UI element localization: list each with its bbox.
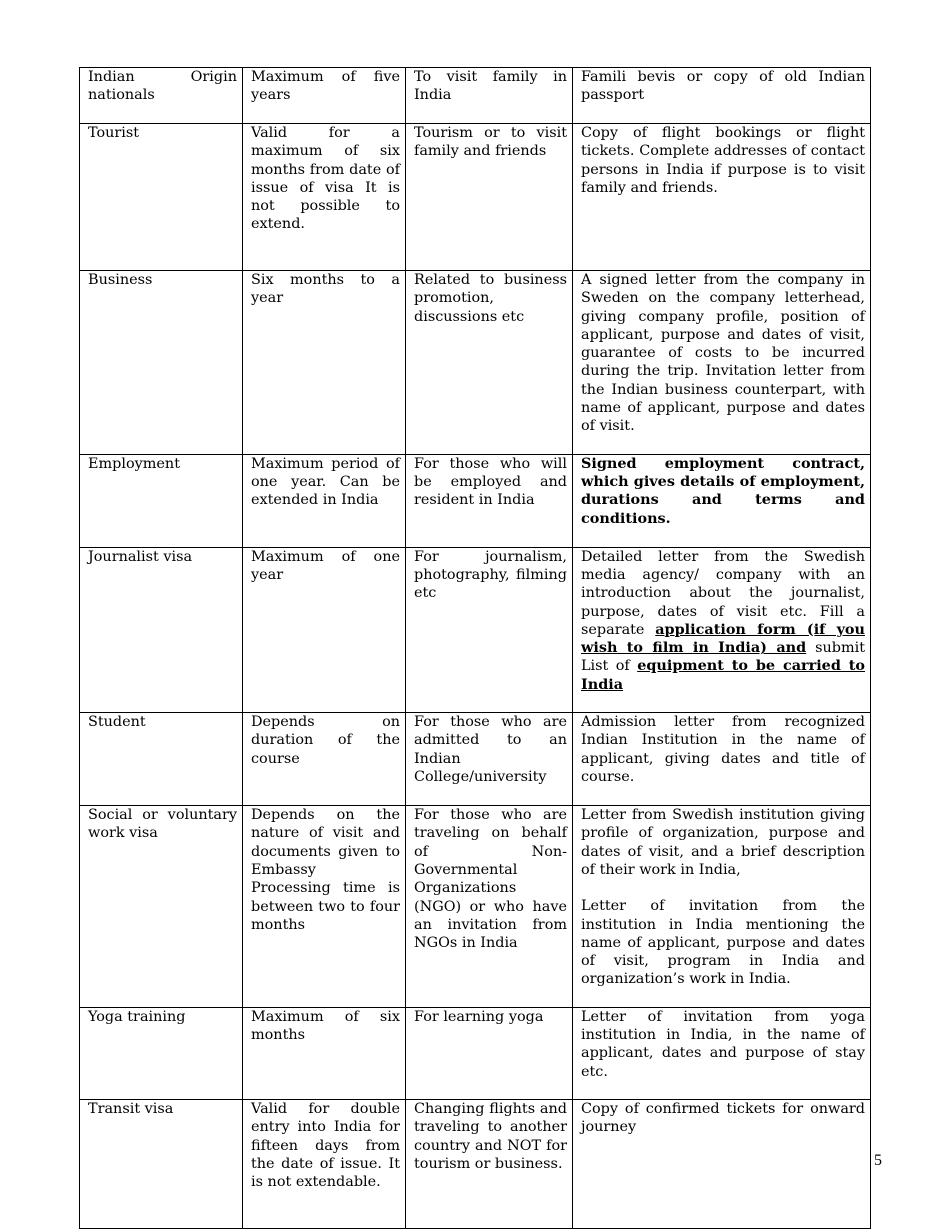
documents-text: Detailed letter from the Swedish media agency/ company with an introduction about the journalist, purpose, dates of visit etc. Fill a separate (581, 548, 865, 638)
visa-type-cell: Student (80, 713, 243, 806)
table-row (80, 454, 871, 547)
documents-cell: Letter of invitation from yoga institution in India, in the name of applicant, dates and purpose of stay etc. (573, 1007, 871, 1099)
visa-type-cell: Business (80, 271, 243, 455)
purpose-cell: For journalism, photography, filming etc (406, 547, 573, 712)
visa-type-cell: Employment (80, 454, 243, 547)
visa-type-cell: Yoga training (80, 1007, 243, 1099)
table-row (80, 124, 871, 271)
visa-type-cell: Tourist (80, 124, 243, 271)
validity-cell: Maximum period of one year. Can be extended in India (243, 454, 406, 547)
application-form-link[interactable]: application form (if you wish to film in India) and (581, 620, 865, 657)
validity-cell: Maximum of six months (243, 1007, 406, 1099)
documents-cell: Famili bevis or copy of old Indian passport (573, 68, 871, 124)
documents-cell: Copy of flight bookings or flight tickets. Complete addresses of contact persons in India if purpose is to visit family and friends. (573, 124, 871, 271)
visa-type-cell: Indian Origin nationals (80, 68, 243, 124)
validity-cell: Valid for double entry into India for fifteen days from the date of issue. It is not extendable. (243, 1099, 406, 1228)
documents-cell (573, 806, 871, 1008)
validity-cell: Six months to a year (243, 271, 406, 455)
table-row (80, 68, 871, 124)
validity-cell: Depends on the nature of visit and documents given to Embassy Processing time is between two to four months (243, 806, 406, 1008)
documents-cell: Signed employment contract, which gives details of employment, durations and terms and conditions. (573, 454, 871, 547)
purpose-cell: Changing flights and traveling to another country and NOT for tourism or business. (406, 1099, 573, 1228)
visa-type-cell: Social or voluntary work visa (80, 806, 243, 1008)
table-row (80, 547, 871, 712)
validity-cell: Maximum of one year (243, 547, 406, 712)
table-row (80, 713, 871, 806)
equipment-list-link[interactable]: equipment to be carried to India (581, 657, 865, 693)
documents-cell: Copy of confirmed tickets for onward journey (573, 1099, 871, 1228)
purpose-cell: For those who are traveling on behalf of Non-Governmental Organizations (NGO) or who have an invitation from NGOs in India (406, 806, 573, 1008)
purpose-cell: To visit family in India (406, 68, 573, 124)
documents-cell (573, 547, 871, 712)
validity-cell: Valid for a maximum of six months from date of issue of visa It is not possible to extend. (243, 124, 406, 271)
table-row (80, 806, 871, 1008)
purpose-cell: For those who are admitted to an Indian College/university (406, 713, 573, 806)
validity-cell: Depends on duration of the course (243, 713, 406, 806)
table-row (80, 1099, 871, 1228)
purpose-cell: For those who will be employed and resident in India (406, 454, 573, 547)
page-number: 5 (874, 1152, 882, 1169)
purpose-cell: Related to business promotion, discussions etc (406, 271, 573, 455)
documents-paragraph: Letter from Swedish institution giving profile of organization, purpose and dates of visit, and a brief description of their work in India, (581, 807, 865, 878)
documents-text: submit List of (581, 640, 866, 675)
table-row (80, 1007, 871, 1099)
validity-cell: Maximum of five years (243, 68, 406, 124)
purpose-cell: For learning yoga (406, 1007, 573, 1099)
documents-paragraph: Letter of invitation from the institution in India mentioning the name of applicant, purpose and dates of visit, program in India and organization’s work in India. (581, 898, 865, 988)
table-row (80, 271, 871, 455)
visa-type-cell: Transit visa (80, 1099, 243, 1228)
purpose-cell: Tourism or to visit family and friends (406, 124, 573, 271)
documents-cell: Admission letter from recognized Indian Institution in the name of applicant, giving dates and title of course. (573, 713, 871, 806)
visa-type-cell: Journalist visa (80, 547, 243, 712)
documents-cell: A signed letter from the company in Sweden on the company letterhead, giving company profile, position of applicant, purpose and dates of visit, guarantee of costs to be incurred during the trip. Invitation letter from the Indian business counterpart, with name of applicant, purpose and dates of visit. (573, 271, 871, 455)
visa-table (79, 67, 871, 1229)
